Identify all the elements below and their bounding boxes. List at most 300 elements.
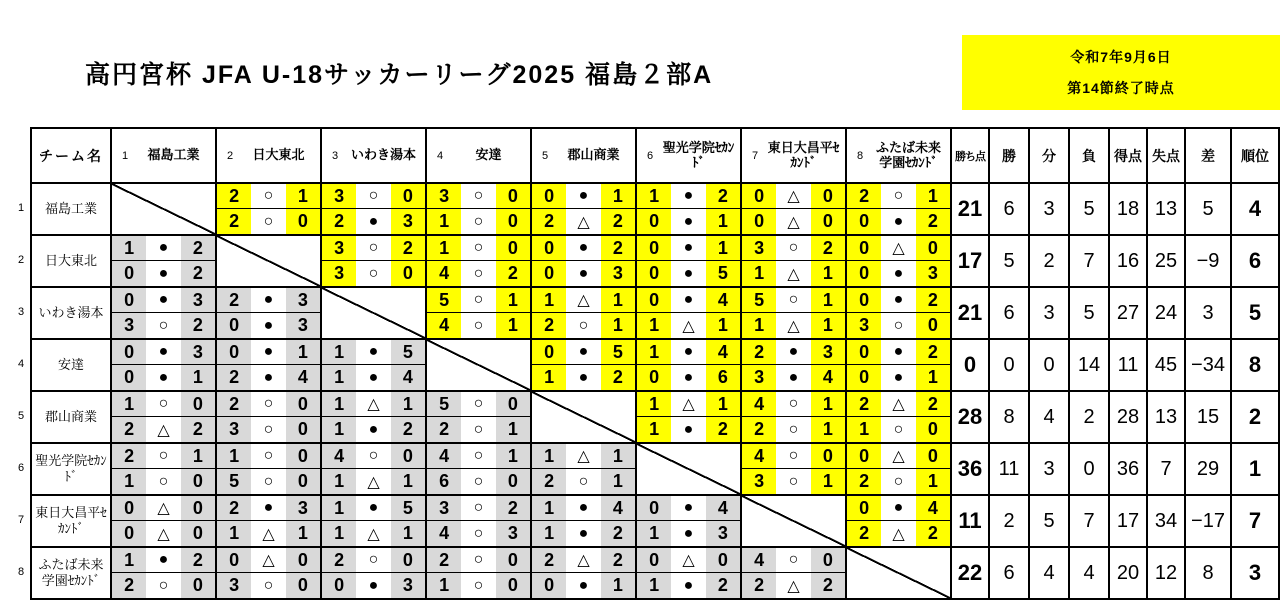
score-against: 1 (706, 313, 740, 338)
stat-cell-diff: 8 (1185, 547, 1231, 599)
match-cell (741, 235, 846, 287)
match-bottom-half (112, 469, 215, 494)
score-against: 4 (601, 496, 635, 520)
score-for: 3 (742, 236, 776, 260)
match-cell (111, 443, 216, 495)
score-for: 2 (322, 209, 356, 234)
match-bottom-half (532, 573, 635, 598)
score-for: 1 (637, 184, 671, 208)
match-cell (426, 443, 531, 495)
team-column-name: 安達 (475, 147, 502, 163)
score-for: 1 (637, 340, 671, 364)
stat-cell-diff: 5 (1185, 183, 1231, 235)
match-cell (426, 495, 531, 547)
result-icon: △ (682, 552, 695, 569)
score-for: 2 (217, 184, 251, 208)
score-against: 3 (286, 288, 320, 312)
result-icon: ○ (473, 447, 484, 464)
match-bottom-half (427, 573, 530, 598)
team-name-cell: いわき湯本 (31, 287, 111, 339)
score-against: 4 (811, 365, 845, 390)
match-top-half (742, 288, 845, 313)
result-icon: ○ (473, 524, 484, 542)
stat-cell-wins: 8 (989, 391, 1029, 443)
match-top-half (112, 496, 215, 521)
result-icon: ● (158, 343, 169, 360)
match-bottom-half (217, 521, 320, 546)
match-bottom-half (217, 573, 320, 598)
result-icon: ○ (788, 420, 799, 438)
match-bottom-half (847, 365, 950, 390)
match-top-half (427, 392, 530, 417)
result-icon: ○ (473, 316, 484, 334)
score-for: 2 (847, 184, 881, 208)
match-cell (741, 547, 846, 599)
stat-cell-goals-against: 13 (1147, 391, 1185, 443)
score-for: 2 (742, 573, 776, 598)
match-top-half (742, 184, 845, 209)
result-icon: ● (683, 291, 694, 308)
match-bottom-half (532, 261, 635, 286)
result-icon: ● (263, 368, 274, 386)
result-icon: ○ (263, 395, 274, 412)
score-against: 0 (286, 444, 320, 468)
score-for: 0 (322, 573, 356, 598)
result-icon: ● (893, 499, 904, 516)
result-icon: △ (367, 525, 380, 543)
score-for: 1 (637, 313, 671, 338)
match-cell (531, 495, 636, 547)
score-against: 2 (916, 392, 950, 416)
stat-cell-goals-against: 25 (1147, 235, 1185, 287)
score-for: 1 (322, 469, 356, 494)
stat-header-points: 勝ち点 (951, 128, 989, 183)
result-icon: ● (158, 264, 169, 282)
match-top-half (847, 444, 950, 469)
score-for: 2 (217, 496, 251, 520)
match-top-half (112, 548, 215, 573)
match-cell (846, 391, 951, 443)
score-against: 0 (181, 392, 215, 416)
match-cell (741, 391, 846, 443)
page-title: 高円宮杯 JFA U-18サッカーリーグ2025 福島２部A (85, 61, 714, 89)
match-top-half (532, 444, 635, 469)
score-against: 3 (706, 521, 740, 546)
stat-cell-rank: 8 (1231, 339, 1279, 391)
result-icon: ○ (893, 187, 904, 204)
score-against: 1 (706, 392, 740, 416)
match-bottom-half (742, 365, 845, 390)
result-icon: ○ (578, 472, 589, 490)
score-for: 1 (217, 521, 251, 546)
score-against: 3 (496, 521, 530, 546)
stat-cell-draws: 3 (1029, 287, 1069, 339)
score-for: 0 (847, 261, 881, 286)
team-row (31, 183, 1279, 235)
team-row (31, 495, 1279, 547)
score-for: 1 (532, 521, 566, 546)
score-against: 5 (706, 261, 740, 286)
score-for: 1 (532, 496, 566, 520)
score-for: 1 (217, 444, 251, 468)
score-against: 1 (286, 521, 320, 546)
stat-cell-goals-for: 20 (1109, 547, 1147, 599)
score-against: 2 (181, 236, 215, 260)
match-cell (111, 547, 216, 599)
match-cell (111, 235, 216, 287)
score-against: 1 (811, 261, 845, 286)
match-top-half (742, 392, 845, 417)
match-top-half (322, 236, 425, 261)
score-for: 0 (637, 288, 671, 312)
stat-cell-goals-for: 16 (1109, 235, 1147, 287)
score-against: 2 (601, 521, 635, 546)
stat-header-goals-against: 失点 (1147, 128, 1185, 183)
result-icon: ○ (788, 472, 799, 490)
score-for: 0 (112, 261, 146, 286)
match-cell (636, 495, 741, 547)
result-icon: ● (263, 316, 274, 334)
score-for: 1 (112, 469, 146, 494)
match-cell (636, 183, 741, 235)
score-for: 0 (847, 236, 881, 260)
team-column-header (111, 128, 216, 183)
stat-cell-goals-for: 11 (1109, 339, 1147, 391)
score-for: 2 (532, 209, 566, 234)
result-icon: ○ (473, 212, 484, 230)
score-for: 0 (217, 548, 251, 572)
match-cell (216, 391, 321, 443)
stat-cell-wins: 0 (989, 339, 1029, 391)
match-top-half (322, 184, 425, 209)
match-top-half (637, 288, 740, 313)
match-bottom-half (532, 521, 635, 546)
score-against: 1 (811, 313, 845, 338)
stat-cell-goals-for: 27 (1109, 287, 1147, 339)
score-for: 0 (847, 288, 881, 312)
score-against: 1 (496, 288, 530, 312)
result-icon: △ (787, 188, 800, 205)
result-icon: ● (578, 187, 589, 204)
score-for: 5 (742, 288, 776, 312)
score-against: 0 (391, 261, 425, 286)
score-against: 1 (811, 288, 845, 312)
score-for: 3 (322, 184, 356, 208)
score-for: 1 (322, 417, 356, 442)
score-against: 0 (286, 548, 320, 572)
result-icon: ● (683, 343, 694, 360)
stat-cell-points: 22 (951, 547, 989, 599)
match-cell (846, 287, 951, 339)
score-for: 2 (742, 417, 776, 442)
result-icon: ○ (368, 264, 379, 282)
match-bottom-half (322, 573, 425, 598)
score-for: 2 (217, 392, 251, 416)
match-top-half (847, 340, 950, 365)
match-top-half (532, 496, 635, 521)
score-for: 0 (217, 313, 251, 338)
info-date: 令和7年9月6日 (1070, 48, 1172, 65)
score-against: 1 (916, 184, 950, 208)
header-row (31, 128, 1279, 183)
score-for: 0 (532, 573, 566, 598)
result-icon: ○ (893, 472, 904, 490)
score-for: 4 (742, 548, 776, 572)
score-against: 2 (391, 417, 425, 442)
score-against: 0 (286, 469, 320, 494)
stat-cell-losses: 0 (1069, 443, 1109, 495)
result-icon: ● (368, 212, 379, 230)
stat-header-losses: 負 (1069, 128, 1109, 183)
score-against: 1 (601, 184, 635, 208)
match-top-half (637, 392, 740, 417)
match-top-half (322, 392, 425, 417)
match-top-half (532, 340, 635, 365)
score-for: 0 (742, 184, 776, 208)
stat-header-diff: 差 (1185, 128, 1231, 183)
score-for: 1 (427, 236, 461, 260)
score-against: 0 (916, 313, 950, 338)
match-top-half (847, 288, 950, 313)
match-cell (426, 183, 531, 235)
match-top-half (532, 288, 635, 313)
score-against: 2 (181, 313, 215, 338)
stat-cell-points: 11 (951, 495, 989, 547)
team-row (31, 391, 1279, 443)
score-for: 1 (637, 573, 671, 598)
match-cell (741, 339, 846, 391)
team-name-cell: 福島工業 (31, 183, 111, 235)
match-cell (216, 339, 321, 391)
score-against: 3 (811, 340, 845, 364)
match-top-half (322, 444, 425, 469)
score-for: 1 (322, 392, 356, 416)
stat-cell-draws: 2 (1029, 235, 1069, 287)
team-column-number: 3 (331, 149, 339, 162)
result-icon: ○ (893, 316, 904, 334)
score-against: 2 (706, 184, 740, 208)
team-column-header (321, 128, 426, 183)
match-top-half (427, 236, 530, 261)
match-cell (846, 495, 951, 547)
result-icon: △ (787, 265, 800, 283)
score-for: 1 (637, 392, 671, 416)
result-icon: ○ (368, 551, 379, 568)
result-icon: △ (157, 525, 170, 543)
stat-cell-diff: 15 (1185, 391, 1231, 443)
score-for: 2 (742, 340, 776, 364)
result-icon: ● (368, 368, 379, 386)
score-against: 3 (286, 496, 320, 520)
score-for: 1 (322, 365, 356, 390)
team-column-number: 5 (541, 149, 549, 162)
score-for: 0 (847, 444, 881, 468)
result-icon: ● (578, 524, 589, 542)
match-top-half (217, 340, 320, 365)
result-icon: ○ (788, 395, 799, 412)
score-for: 2 (847, 521, 881, 546)
match-bottom-half (637, 521, 740, 546)
match-top-half (742, 548, 845, 573)
score-against: 2 (601, 365, 635, 390)
score-against: 0 (811, 444, 845, 468)
match-top-half (112, 392, 215, 417)
score-for: 1 (427, 573, 461, 598)
result-icon: ● (893, 368, 904, 386)
result-icon: △ (892, 240, 905, 257)
match-top-half (742, 340, 845, 365)
score-for: 1 (322, 521, 356, 546)
result-icon: ● (263, 343, 274, 360)
score-against: 2 (181, 261, 215, 286)
match-bottom-half (427, 209, 530, 234)
result-icon: ○ (158, 576, 169, 594)
score-against: 2 (496, 496, 530, 520)
score-against: 1 (181, 444, 215, 468)
score-against: 2 (916, 340, 950, 364)
result-icon: ○ (788, 239, 799, 256)
stat-cell-points: 36 (951, 443, 989, 495)
info-round: 第14節終了時点 (1067, 80, 1175, 97)
stat-cell-diff: −34 (1185, 339, 1231, 391)
match-cell (531, 235, 636, 287)
result-icon: ○ (263, 576, 274, 594)
match-bottom-half (637, 209, 740, 234)
score-for: 0 (847, 365, 881, 390)
score-for: 2 (112, 417, 146, 442)
match-bottom-half (847, 261, 950, 286)
team-name-cell: 東日大昌平ｾｶﾝﾄﾞ (31, 495, 111, 547)
team-column-header (426, 128, 531, 183)
score-for: 2 (532, 548, 566, 572)
score-against: 0 (496, 548, 530, 572)
score-for: 0 (637, 548, 671, 572)
match-bottom-half (637, 573, 740, 598)
stat-cell-wins: 6 (989, 183, 1029, 235)
diagonal-cell (111, 183, 216, 235)
result-icon: ● (893, 291, 904, 308)
score-against: 1 (496, 313, 530, 338)
row-number: 4 (17, 358, 25, 370)
match-cell (111, 391, 216, 443)
match-top-half (217, 444, 320, 469)
score-against: 0 (181, 469, 215, 494)
score-for: 1 (532, 288, 566, 312)
stat-cell-rank: 2 (1231, 391, 1279, 443)
league-table (30, 127, 1280, 600)
score-for: 3 (322, 236, 356, 260)
team-column-number: 7 (751, 149, 759, 162)
score-for: 3 (217, 417, 251, 442)
match-bottom-half (217, 417, 320, 442)
result-icon: ○ (893, 420, 904, 438)
stat-cell-goals-against: 7 (1147, 443, 1185, 495)
match-cell (216, 183, 321, 235)
match-cell (426, 547, 531, 599)
score-for: 0 (112, 340, 146, 364)
score-for: 1 (637, 521, 671, 546)
result-icon: ○ (158, 472, 169, 490)
score-against: 0 (181, 573, 215, 598)
stat-cell-wins: 5 (989, 235, 1029, 287)
match-bottom-half (742, 573, 845, 598)
stat-cell-losses: 4 (1069, 547, 1109, 599)
result-icon: ● (683, 420, 694, 438)
score-for: 1 (637, 417, 671, 442)
score-for: 1 (322, 496, 356, 520)
result-icon: ○ (263, 212, 274, 230)
result-icon: ○ (368, 187, 379, 204)
result-icon: ○ (263, 187, 274, 204)
stat-cell-diff: 29 (1185, 443, 1231, 495)
result-icon: ○ (473, 239, 484, 256)
stat-cell-rank: 7 (1231, 495, 1279, 547)
team-column-number: 4 (436, 149, 444, 162)
score-for: 0 (637, 209, 671, 234)
match-bottom-half (847, 469, 950, 494)
stat-cell-draws: 4 (1029, 391, 1069, 443)
match-top-half (427, 548, 530, 573)
team-name-cell: 聖光学院ｾｶﾝﾄﾞ (31, 443, 111, 495)
score-against: 1 (181, 365, 215, 390)
result-icon: △ (682, 396, 695, 413)
score-for: 3 (427, 496, 461, 520)
result-icon: ○ (473, 264, 484, 282)
score-against: 0 (916, 444, 950, 468)
stat-cell-goals-for: 18 (1109, 183, 1147, 235)
stat-cell-rank: 1 (1231, 443, 1279, 495)
score-against: 2 (181, 417, 215, 442)
stat-cell-points: 21 (951, 287, 989, 339)
stat-cell-losses: 2 (1069, 391, 1109, 443)
result-icon: ● (893, 343, 904, 360)
score-for: 0 (637, 236, 671, 260)
stat-cell-rank: 3 (1231, 547, 1279, 599)
row-number: 2 (17, 254, 25, 266)
match-top-half (532, 236, 635, 261)
result-icon: △ (577, 292, 590, 309)
score-against: 0 (496, 392, 530, 416)
match-bottom-half (637, 261, 740, 286)
match-bottom-half (322, 469, 425, 494)
score-against: 4 (286, 365, 320, 390)
stat-cell-goals-against: 12 (1147, 547, 1185, 599)
score-for: 4 (742, 392, 776, 416)
match-top-half (532, 548, 635, 573)
match-cell (111, 339, 216, 391)
result-icon: △ (577, 448, 590, 465)
score-against: 4 (706, 288, 740, 312)
score-for: 2 (112, 573, 146, 598)
score-against: 0 (496, 469, 530, 494)
match-bottom-half (847, 521, 950, 546)
score-for: 4 (427, 444, 461, 468)
result-icon: ● (683, 264, 694, 282)
result-icon: △ (787, 577, 800, 595)
score-for: 5 (217, 469, 251, 494)
result-icon: ● (683, 239, 694, 256)
match-cell (216, 547, 321, 599)
score-against: 2 (706, 417, 740, 442)
result-icon: △ (787, 213, 800, 231)
table-header (31, 128, 1279, 183)
match-cell (321, 391, 426, 443)
result-icon: △ (157, 421, 170, 439)
match-cell (741, 183, 846, 235)
score-for: 0 (112, 365, 146, 390)
score-against: 0 (286, 417, 320, 442)
stat-cell-points: 28 (951, 391, 989, 443)
